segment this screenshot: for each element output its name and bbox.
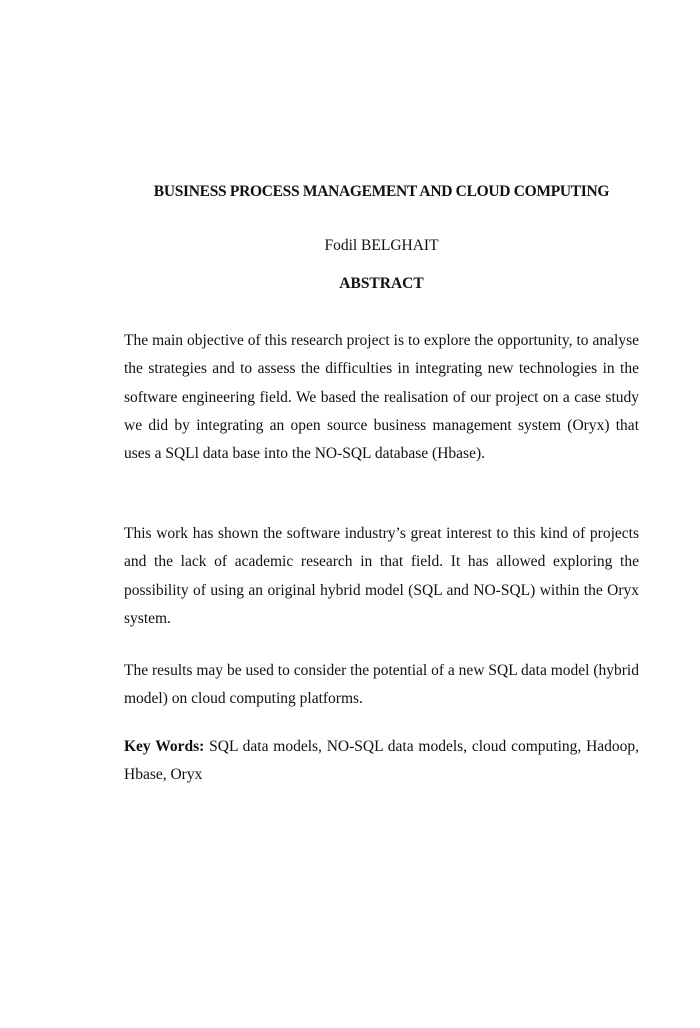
paper-title: BUSINESS PROCESS MANAGEMENT AND CLOUD COMPUTING [153, 183, 610, 200]
abstract-paragraph-1: The main objective of this research project is to explore the opportunity, to analyse the strategies and to assess the difficulties in integrating new technologies in the software engineering field. We based the realisation of our project on a case study we did by integrating an open source business management system (Oryx) that uses a SQLl data base into the NO-SQL database (Hbase). [124, 332, 639, 463]
keywords-label: Key Words: [124, 738, 205, 755]
keywords-paragraph [124, 733, 639, 790]
author-name: Fodil BELGHAIT [324, 237, 439, 254]
abstract-paragraph-3: The results may be used to consider the potential of a new SQL data model (hybrid model) on cloud computing platforms. [124, 662, 639, 708]
keywords-text: SQL data models, NO-SQL data models, cloud computing, Hadoop, Hbase, Oryx [124, 738, 640, 784]
abstract-heading: ABSTRACT [339, 275, 424, 292]
abstract-paragraph-2: This work has shown the software industry’s great interest to this kind of projects and the lack of academic research in that field. It has allowed exploring the possibility of using an original hybrid model (SQL and NO-SQL) within the Oryx system. [124, 525, 639, 627]
